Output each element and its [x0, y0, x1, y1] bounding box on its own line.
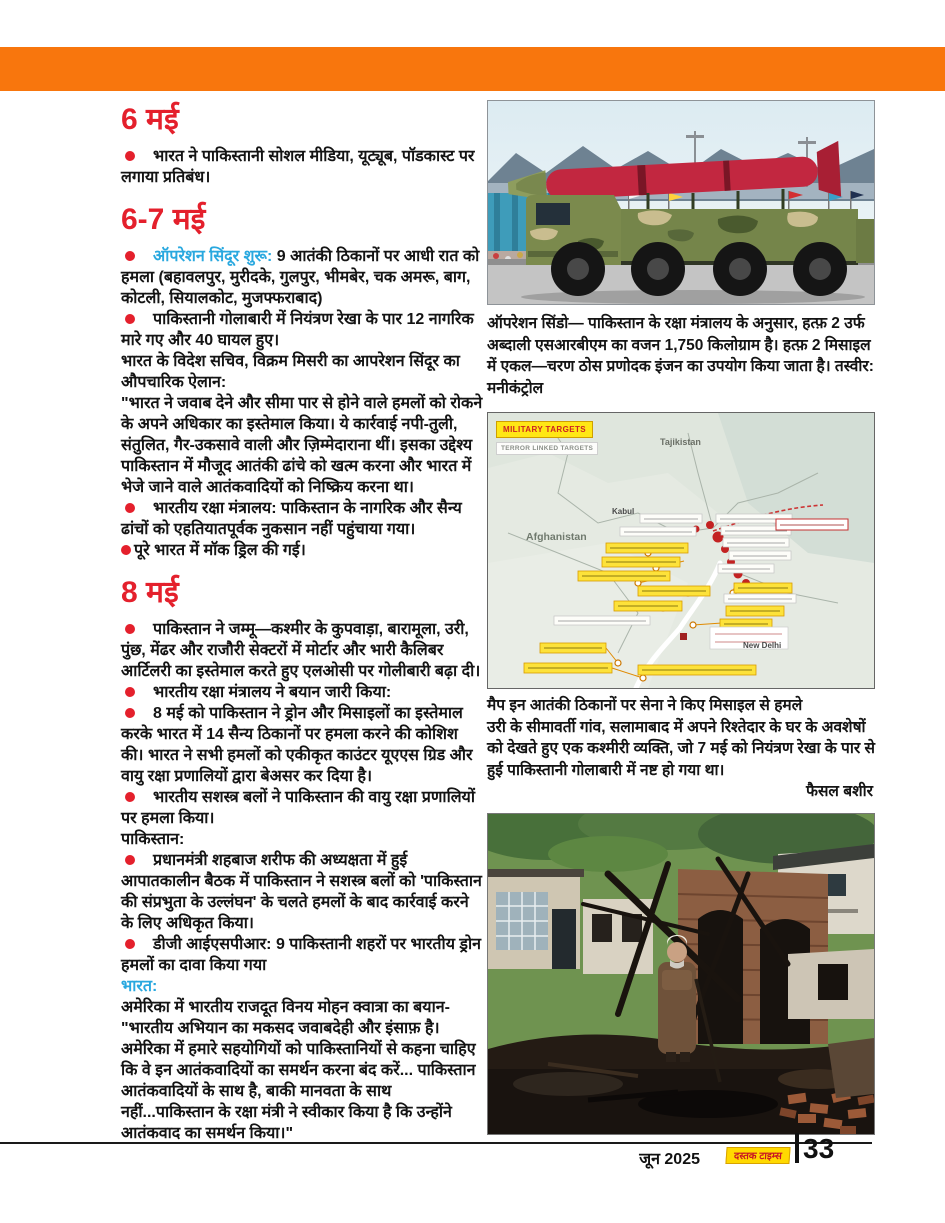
map-and-photo-caption: [487, 695, 879, 803]
destroyed-house-illustration: [488, 814, 874, 1134]
map-label-afghanistan: Afghanistan: [526, 531, 587, 543]
bullet-icon: [125, 687, 135, 697]
timeline-entry: [121, 703, 484, 787]
bullet-icon: [125, 251, 135, 261]
footer-date: जून 2025: [639, 1151, 700, 1168]
timeline-quote: "भारत ने जवाब देने और सीमा पार से होने वाले हमलों को रोकने के अपने अधिकार का इस्तेमाल किया। ये कार्रवाई नपी-तुली, संतुलित, गैर-उकसावे वाली और ज़िम्मेदाराना थीं। इसका उद्देश्य पाकिस्तान में मौजूद आतंकी ढांचे को खत्म करना और भारत में भेजे जाने वाले आतंकवादियों को निष्क्रिय करना था।: [121, 395, 483, 496]
footer-rule: [0, 1142, 872, 1144]
entry-text: पूरे भारत में मॉक ड्रिल की गई।: [134, 542, 306, 559]
bullet-icon: [125, 314, 135, 324]
bullet-icon: [125, 939, 135, 949]
missile-photo-caption: ऑपरेशन सिंडो— पाकिस्तान के रक्षा मंत्रालय के अनुसार, हत्फ़ 2 उर्फ अब्दाली एसआरबीएम का वजन 1,750 किलोग्राम है। हत्फ़ 2 मिसाइल में एकल—चरण ठोस प्रणोदक इंजन का उपयोग किया जाता है। तस्वीर: मनीकंट्रोल: [487, 315, 874, 397]
ruin-photo-caption: उरी के सीमावर्ती गांव, सलामाबाद में अपने रिश्तेदार के घर के अवशेषों को देखते हुए एक कश्मीरी व्यक्ति, जो 7 मई को नियंत्रण रेखा के पार से हुई पाकिस्तानी गोलाबारी में नष्ट हो गया था।: [487, 718, 875, 779]
section-heading-may6-7: 6-7 मई: [121, 203, 206, 236]
bullet-icon: [125, 624, 135, 634]
missile-truck-illustration: [488, 101, 874, 304]
timeline-entry: [121, 540, 484, 561]
section-heading-may8: 8 मई: [121, 576, 179, 609]
pakistan-label: पाकिस्तान:: [121, 831, 185, 848]
map-legend-military-targets: MILITARY TARGETS: [496, 421, 593, 438]
entry-text: 8 मई को पाकिस्तान ने ड्रोन और मिसाइलों का इस्तेमाल करके भारत में 14 सैन्य ठिकानों पर हमला करने की कोशिश की। भारत ने सभी हमलों को एकीकृत काउंटर यूएएस ग्रिड और वायु रक्षा प्रणालियों द्वारा बेअसर कर दिया है।: [121, 705, 473, 785]
map-label-new-delhi: New Delhi: [743, 641, 782, 650]
timeline-entry: [121, 682, 484, 703]
destroyed-house-photo: [487, 813, 875, 1135]
page-number: 33: [803, 1133, 835, 1164]
entry-text: प्रधानमंत्री शहबाज शरीफ की अध्यक्षता में हुई आपातकालीन बैठक में पाकिस्तान ने सशस्त्र बलों को 'पाकिस्तान की संप्रभुता के उल्लंघन' के चलते हमलों के बाद कार्रवाई करने के लिए अधिकृत किया।: [121, 852, 482, 932]
entry-text: भारतीय रक्षा मंत्रालय ने बयान जारी किया:: [153, 684, 392, 701]
footer-divider-bar: [795, 1133, 799, 1163]
entry-text: पाकिस्तानी गोलाबारी में नियंत्रण रेखा के पार 12 नागरिक मारे गए और 40 घायल हुए।: [121, 311, 474, 349]
bullet-icon: [125, 708, 135, 718]
india-label: भारत:: [121, 978, 158, 995]
entry-text: डीजी आईएसपीआर: 9 पाकिस्तानी शहरों पर भारतीय ड्रोन हमलों का दावा किया गया: [121, 936, 482, 974]
timeline-entry: [121, 850, 484, 934]
entry-text: पाकिस्तान ने जम्मू—कश्मीर के कुपवाड़ा, बारामूला, उरी, पुंछ, मेंढर और राजौरी सेक्टरों में मोर्टार और भारी कैलिबर आर्टिलरी का इस्तेमाल करते हुए एलओसी पर गोलीबारी बढ़ा दी।: [121, 621, 481, 680]
entry-text: भारतीय रक्षा मंत्रालय: पाकिस्तान के नागरिक और सैन्य ढांचों को एहतियातपूर्वक नुकसान नहीं पहुंचाया गया।: [121, 500, 462, 538]
timeline-entry: [121, 246, 484, 309]
map-caption-line: मैप इन आतंकी ठिकानों पर सेना ने किए मिसाइल से हमले: [487, 697, 803, 714]
entry-text: भारत ने पाकिस्तानी सोशल मीडिया, यूट्यूब, पॉडकास्ट पर लगाया प्रतिबंध।: [121, 148, 475, 186]
top-orange-bar: [0, 47, 945, 91]
timeline-column: [121, 104, 484, 1144]
timeline-entry: [121, 787, 484, 829]
timeline-entry: [121, 619, 484, 682]
timeline-entry: [121, 498, 484, 540]
timeline-paragraph: अमेरिका में भारतीय राजदूत विनय मोहन क्वात्रा का बयान-: [121, 999, 450, 1016]
missile-truck-photo: [487, 100, 875, 305]
bullet-icon: [125, 792, 135, 802]
timeline-quote: "भारतीय अभियान का मकसद जवाबदेही और इंसाफ़ है। अमेरिका में हमारे सहयोगियों को पाकिस्तानियों से कहना चाहिए कि वे इन आतंकवादियों का समर्थन करना बंद करें... पाकिस्तान आतंकवादियों के साथ है, बाकी मानवता के साथ नहीं...पाकिस्तान के रक्षा मंत्री ने स्वीकार किया है कि उन्होंने आतंकवाद का समर्थन किया।": [121, 1020, 476, 1142]
magazine-logo: दस्तक टाइम्स: [725, 1147, 790, 1164]
targets-map-image: [487, 412, 875, 689]
bullet-icon: [125, 855, 135, 865]
map-legend-terror-targets: TERROR LINKED TARGETS: [496, 442, 598, 455]
entry-text: भारतीय सशस्त्र बलों ने पाकिस्तान की वायु रक्षा प्रणालियों पर हमला किया।: [121, 789, 475, 827]
bullet-icon: [125, 503, 135, 513]
map-label-kabul: Kabul: [612, 507, 635, 516]
entry-lead: ऑपरेशन सिंदूर शुरू:: [153, 248, 273, 265]
timeline-entry: [121, 146, 484, 188]
timeline-entry: [121, 309, 484, 351]
bullet-icon: [125, 151, 135, 161]
map-label-tajikistan: Tajikistan: [660, 437, 701, 447]
timeline-paragraph: भारत के विदेश सचिव, विक्रम मिसरी का आपरेशन सिंदूर का औपचारिक ऐलान:: [121, 353, 460, 391]
section-heading-may6: 6 मई: [121, 103, 179, 136]
photo-credit: फैसल बशीर: [806, 783, 873, 800]
entry-text: 9 आतंकी ठिकानों पर आधी रात को हमला (बहावलपुर, मुरीदके, गुलपुर, भीमबेर, चक अमरू, बाग, कोटली, सियालकोट, मुजफ्फराबाद): [121, 248, 480, 307]
bullet-icon: [121, 545, 131, 555]
timeline-entry: [121, 934, 484, 976]
